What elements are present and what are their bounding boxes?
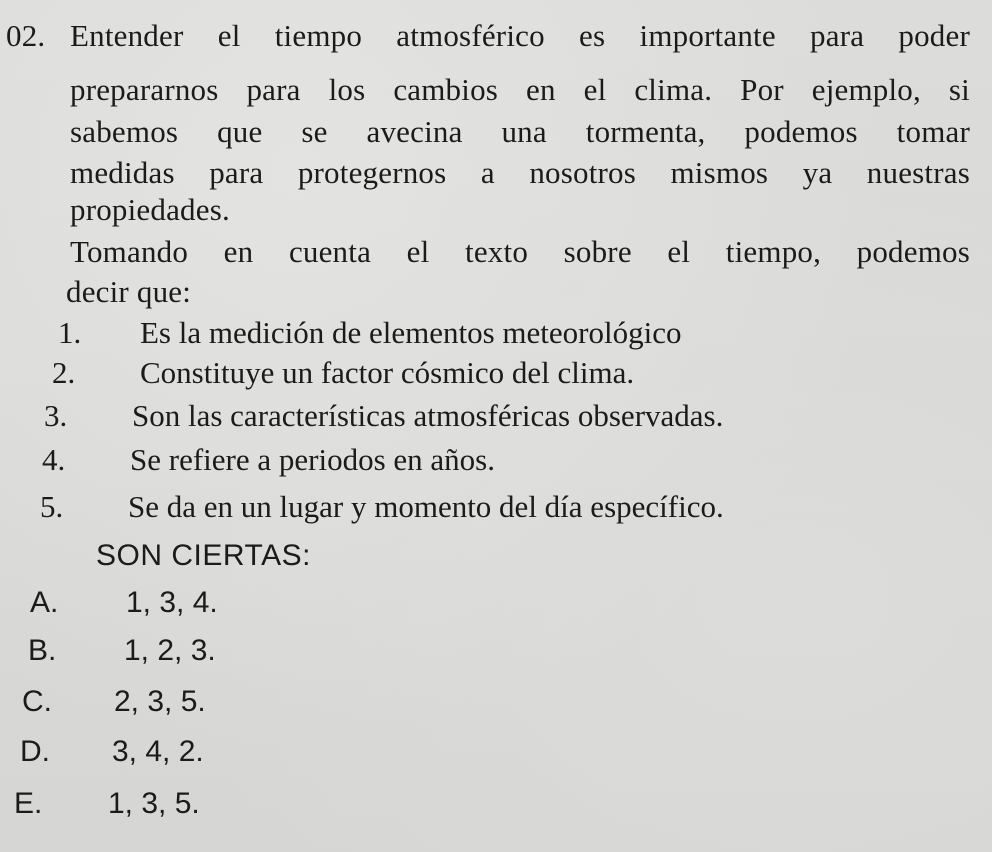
option-d-letter: D. [20, 735, 50, 768]
option-a-text: 1, 3, 4. [126, 586, 218, 619]
option-e-letter: E. [14, 787, 43, 820]
option-c-letter: C. [22, 685, 52, 718]
option-e-text: 1, 3, 5. [108, 787, 200, 820]
option-a-letter: A. [30, 586, 59, 619]
option-b-letter: B. [28, 634, 57, 667]
statement-4-text: Se refiere a periodos en años. [130, 442, 495, 477]
answer-subheading: SON CIERTAS: [96, 539, 311, 572]
statement-5-number: 5. [40, 489, 64, 524]
paragraph-line-3: sabemos que se avecina una tormenta, podemos tomar [70, 114, 970, 149]
statement-1-text: Es la medición de elementos meteorológico [140, 315, 682, 350]
statement-2-text: Constituye un factor cósmico del clima. [140, 355, 635, 390]
prompt-line-2: decir que: [66, 274, 192, 309]
option-c-text: 2, 3, 5. [114, 685, 206, 718]
statement-1-number: 1. [58, 315, 82, 350]
question-number: 02. [6, 18, 46, 53]
option-d-text: 3, 4, 2. [112, 735, 204, 768]
statement-5-text: Se da en un lugar y momento del día específico. [128, 489, 724, 524]
statement-4-number: 4. [42, 442, 66, 477]
statement-3-text: Son las características atmosféricas observadas. [132, 398, 724, 433]
paragraph-line-2: prepararnos para los cambios en el clima. Por ejemplo, si [70, 72, 970, 107]
paragraph-line-1: Entender el tiempo atmosférico es importante para poder [70, 18, 970, 53]
paragraph-line-4: medidas para protegernos a nosotros mismos ya nuestras [70, 155, 970, 190]
paragraph-line-5: propiedades. [70, 192, 230, 227]
statement-3-number: 3. [44, 398, 68, 433]
option-b-text: 1, 2, 3. [124, 634, 216, 667]
prompt-line-1: Tomando en cuenta el texto sobre el tiempo, podemos [70, 234, 970, 269]
statement-2-number: 2. [52, 355, 76, 390]
